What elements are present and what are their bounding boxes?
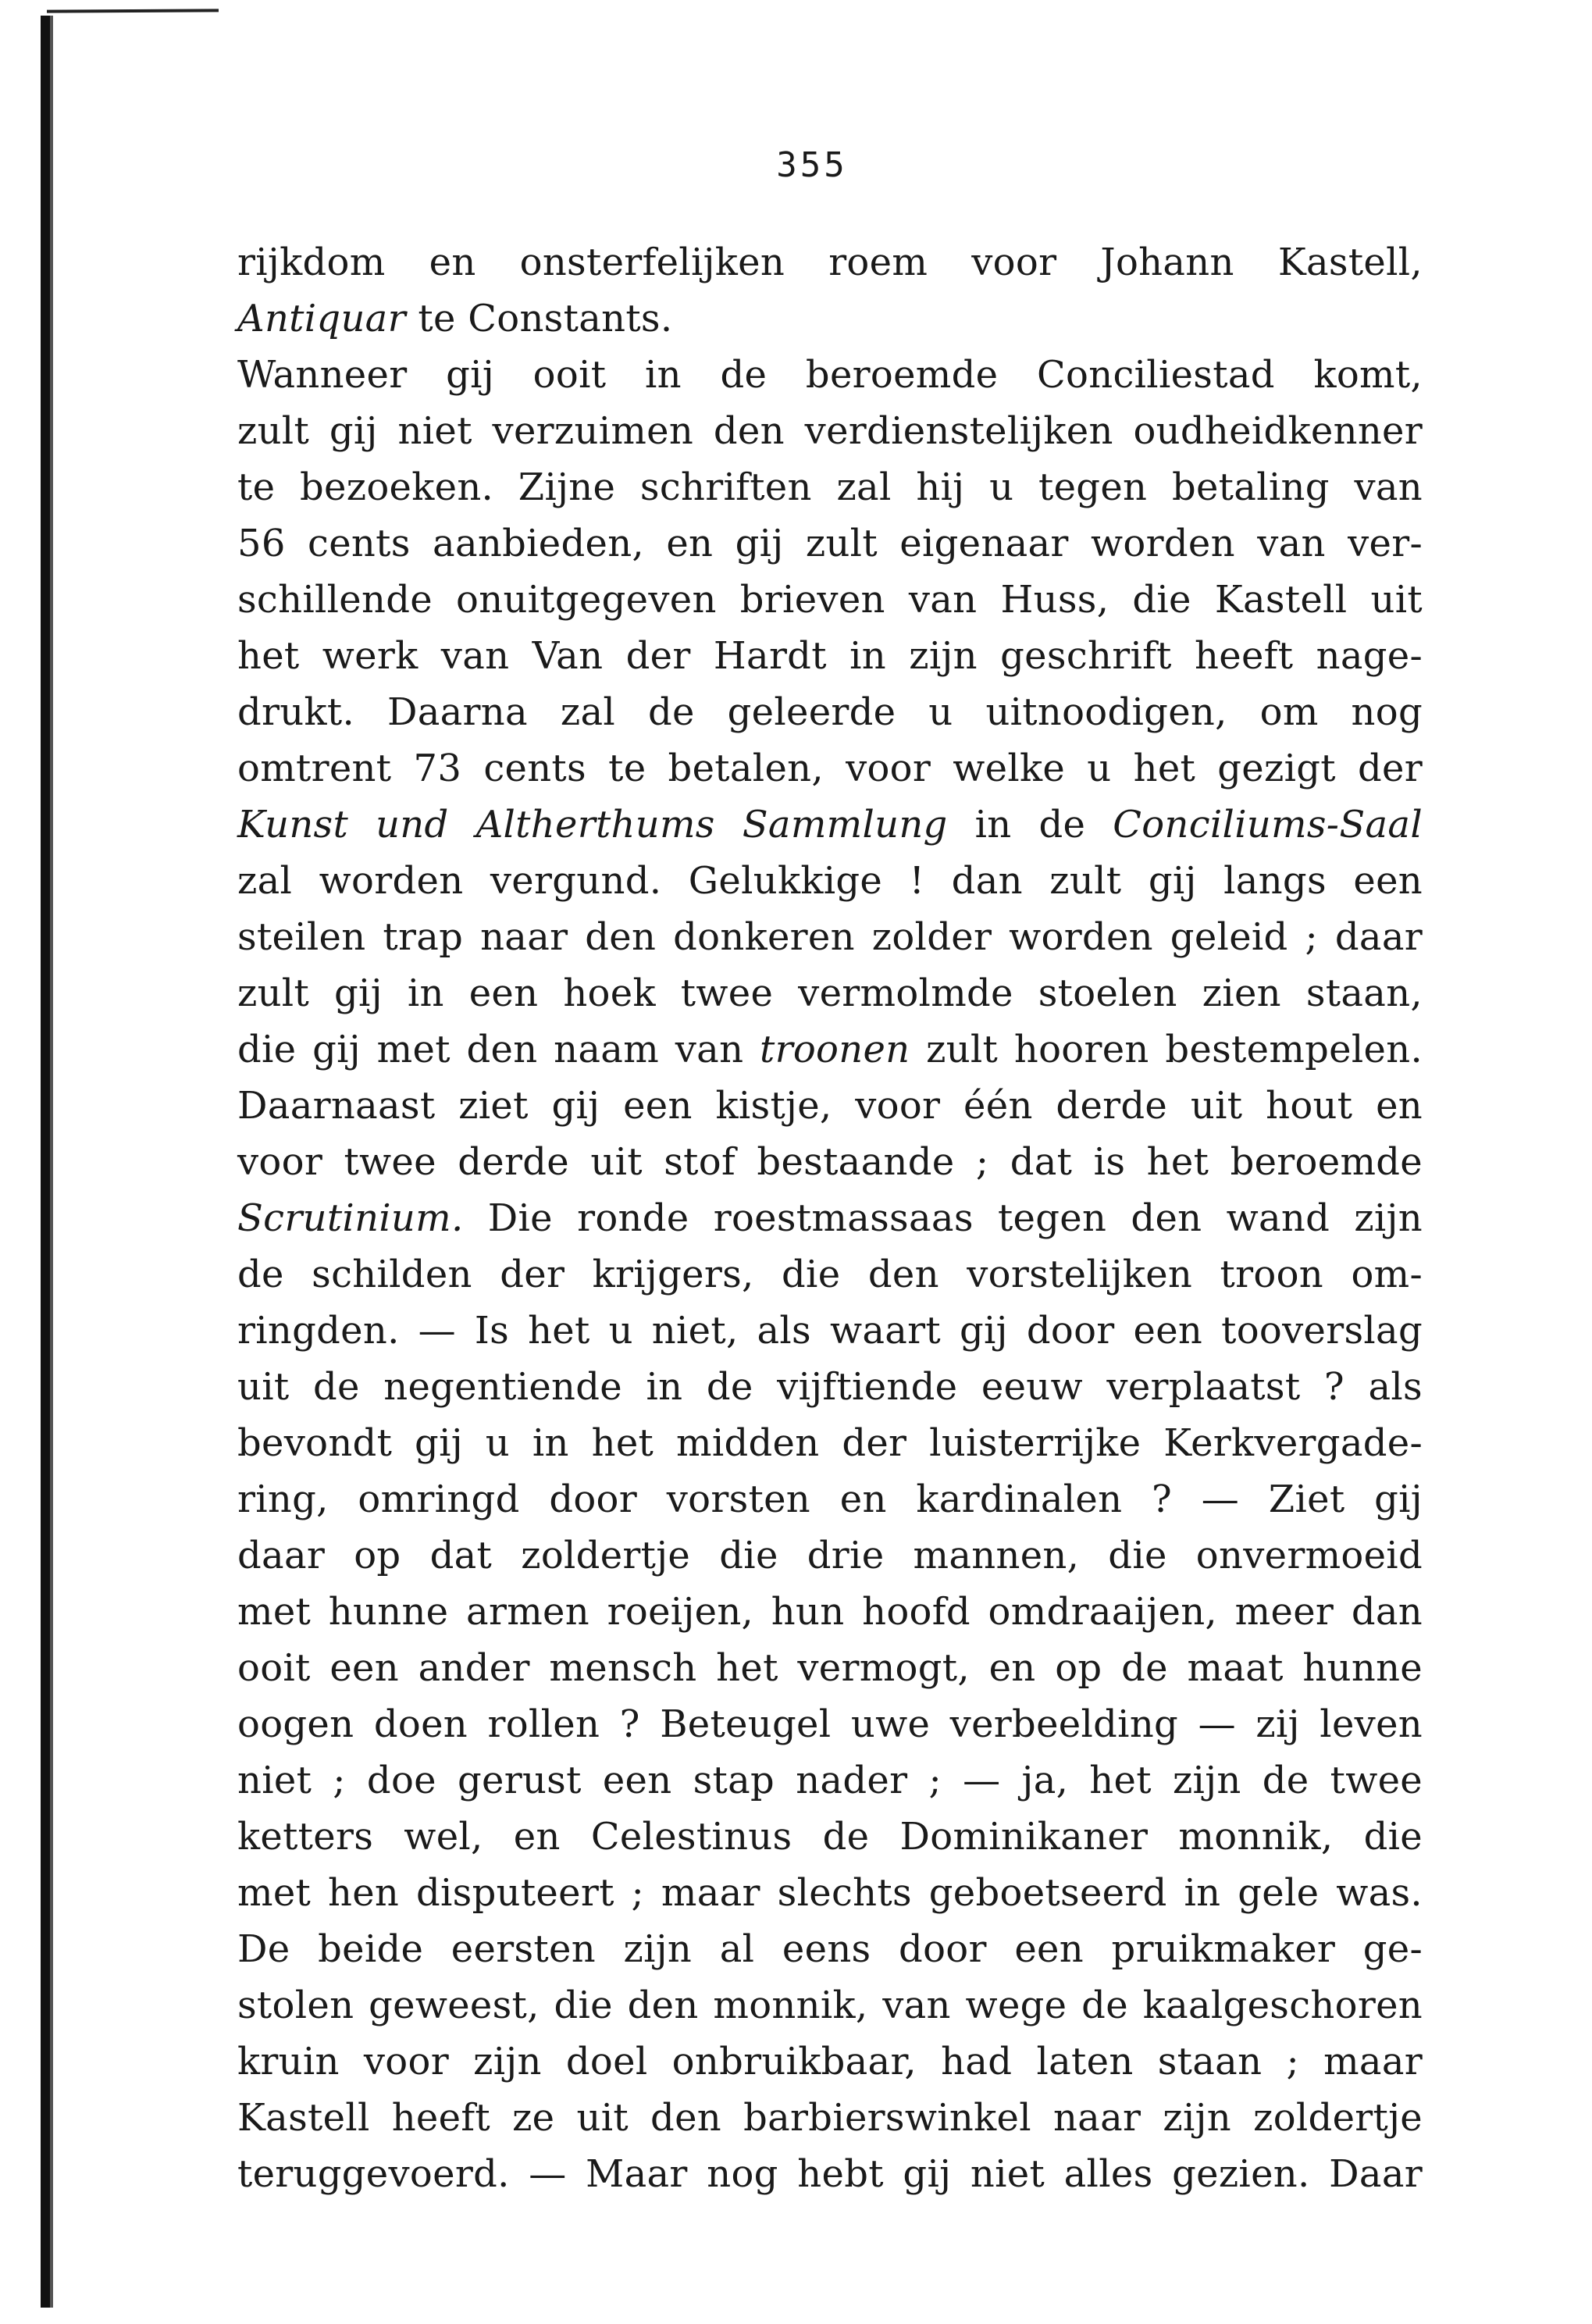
text-line [237,2034,1423,2090]
italic-run: troonen [760,1028,910,1071]
italic-run: Antiquar [237,297,406,340]
text-run: bevondt gij u in het midden der luisterrijke Kerkvergade- [237,1421,1423,1465]
text-run: ring, omringd door vorsten en kardinalen ? — Ziet gij [237,1477,1423,1521]
text-run: Die ronde roestmassaas tegen den wand zijn [463,1196,1423,1240]
text-line [237,1977,1423,2034]
text-line [237,1078,1423,1134]
text-line [237,2090,1423,2146]
text-line [237,347,1423,403]
text-run: Kastell heeft ze uit den barbierswinkel naar zijn zoldertje [237,2096,1423,2140]
text-line [237,853,1423,909]
page-number: 355 [776,145,848,185]
text-line [237,628,1423,684]
text-run: zult gij in een hoek twee vermolmde stoelen zien staan, [237,971,1423,1015]
text-line [237,1303,1423,1359]
text-line [237,1134,1423,1190]
text-line [237,1471,1423,1527]
text-run: zult hooren bestempelen. [910,1028,1423,1071]
text-run: in de [947,803,1113,847]
text-line [237,1359,1423,1415]
text-line [237,1640,1423,1696]
text-run: met hunne armen roeijen, hun hoofd omdraaijen, meer dan [237,1590,1423,1634]
text-run: schillende onuitgegeven brieven van Huss, die Kastell uit [237,578,1423,622]
text-line [237,684,1423,740]
text-line [237,1246,1423,1303]
text-run: te bezoeken. Zijne schriften zal hij u tegen betaling van [237,465,1423,509]
text-run: met hen disputeert ; maar slechts geboetseerd in gele was. [237,1871,1423,1915]
text-line [237,403,1423,459]
italic-run: Scrutinium. [237,1196,464,1240]
text-line [237,1865,1423,1921]
text-line [237,515,1423,572]
text-line [237,290,1423,347]
italic-run: Conciliums-Saal [1113,803,1423,847]
text-run: Wanneer gij ooit in de beroemde Conciliestad komt, [237,353,1423,397]
text-run: steilen trap naar den donkeren zolder worden geleid ; daar [237,915,1423,959]
text-line [237,965,1423,1021]
text-run: die gij met den naam van [237,1028,760,1071]
text-run: omtrent 73 cents te betalen, voor welke u het gezigt der [237,747,1423,790]
text-run: drukt. Daarna zal de geleerde u uitnoodigen, om nog [237,690,1423,734]
text-line [237,1021,1423,1078]
text-run: ooit een ander mensch het vermogt, en op de maat hunne [237,1646,1423,1690]
text-run: zult gij niet verzuimen den verdienstelijken oudheidkenner [237,409,1423,453]
text-run: ringden. — Is het u niet, als waart gij door een tooverslag [237,1309,1423,1353]
text-run: voor twee derde uit stof bestaande ; dat is het beroemde [237,1140,1423,1184]
text-run: uit de negentiende in de vijftiende eeuw verplaatst ? als [237,1365,1423,1409]
text-run: te Constants. [405,297,673,340]
text-line [237,1527,1423,1584]
text-line [237,1809,1423,1865]
text-run: kruin voor zijn doel onbruikbaar, had laten staan ; maar [237,2040,1423,2083]
text-run: ketters wel, en Celestinus de Dominikaner monnik, die [237,1815,1423,1859]
text-run: De beide eersten zijn al eens door een pruikmaker ge- [237,1927,1423,1971]
text-run: stolen geweest, die den monnik, van wege de kaalgeschoren [237,1984,1423,2027]
text-run: 56 cents aanbieden, en gij zult eigenaar worden van ver- [237,522,1423,565]
text-run: het werk van Van der Hardt in zijn geschrift heeft nage- [237,634,1423,678]
text-line [237,1921,1423,1977]
text-line [237,1415,1423,1471]
italic-run: Kunst und Altherthums Sammlung [237,803,948,847]
scan-top-rule [47,9,219,12]
text-run: oogen doen rollen ? Beteugel uwe verbeelding — zij leven [237,1702,1423,1746]
text-line [237,1584,1423,1640]
text-run: Daarnaast ziet gij een kistje, voor één derde uit hout en [237,1084,1423,1128]
text-line [237,2146,1423,2202]
text-run: zal worden vergund. Gelukkige ! dan zult gij langs een [237,859,1423,903]
text-line [237,797,1423,853]
text-line [237,234,1423,290]
text-run: daar op dat zoldertje die drie mannen, die onvermoeid [237,1534,1423,1577]
text-line [237,572,1423,628]
text-run: rijkdom en onsterfelijken roem voor Johann Kastell, [237,241,1423,284]
text-line [237,1696,1423,1752]
text-line [237,740,1423,797]
binding-edge-shadow [50,16,53,2308]
text-run: de schilden der krijgers, die den vorstelijken troon om- [237,1253,1423,1296]
text-run: niet ; doe gerust een stap nader ; — ja, het zijn de twee [237,1759,1423,1802]
text-line [237,1190,1423,1246]
text-line [237,909,1423,965]
text-line [237,1752,1423,1809]
text-run: teruggevoerd. — Maar nog hebt gij niet alles gezien. Daar [237,2152,1423,2196]
text-line [237,459,1423,515]
